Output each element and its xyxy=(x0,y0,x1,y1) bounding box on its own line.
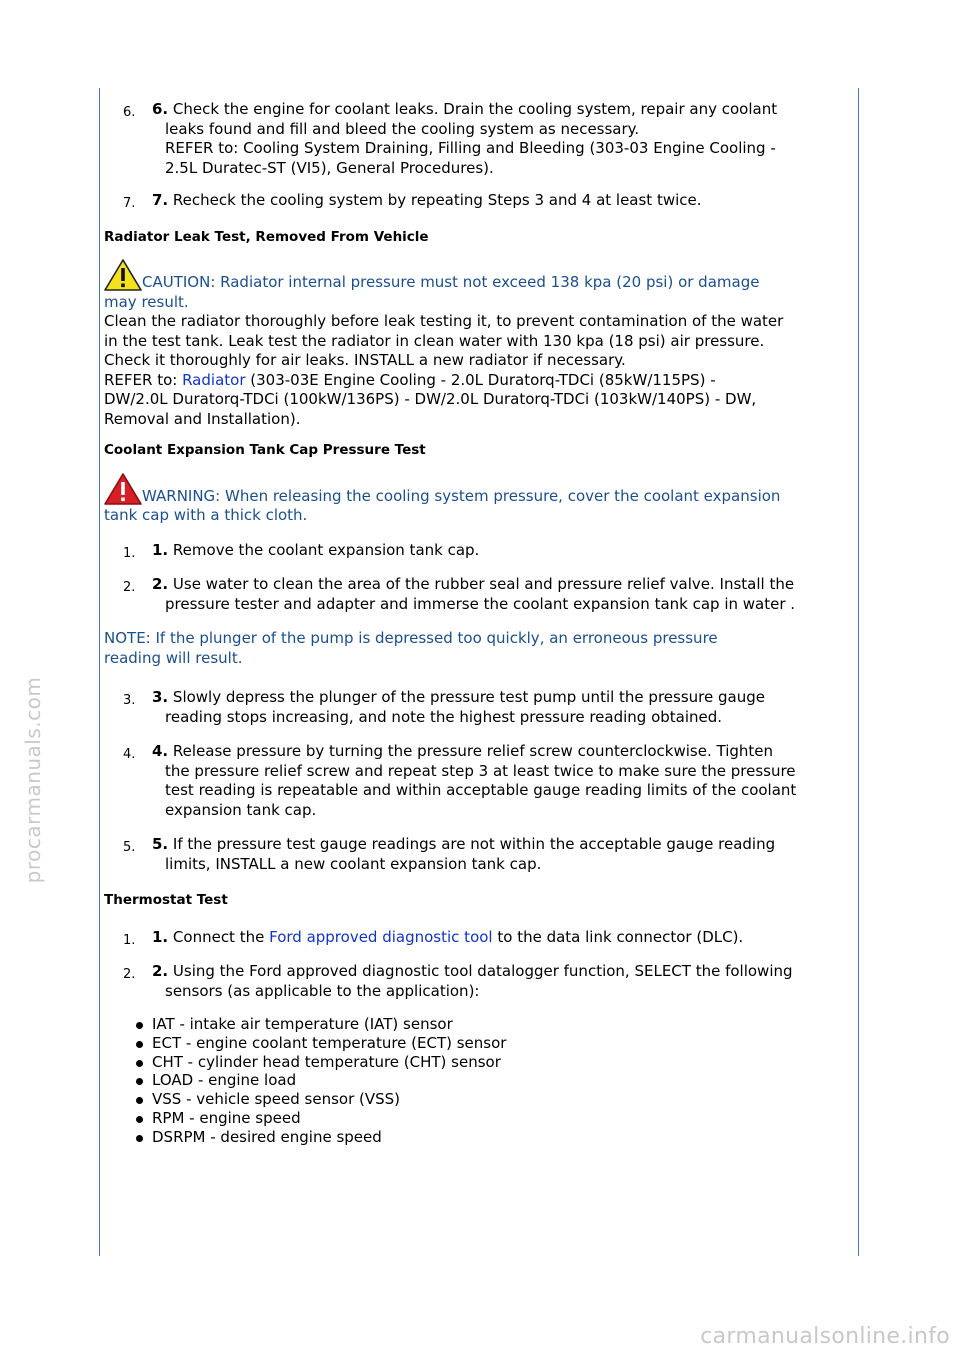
list-item: CHT - cylinder head temperature (CHT) sensor xyxy=(132,1053,854,1072)
cap-step-4: 4. 4. Release pressure by turning the pressure relief screw counterclockwise. Tighten the pressure relief screw and repeat step 3 at least twice to make sure the pressure test reading is repeatable and within acceptable gauge reading limits of the coolant expansion tank cap. xyxy=(123,742,797,819)
step-number: 2. xyxy=(123,580,136,595)
caution-icon xyxy=(104,259,142,291)
sensor-list xyxy=(104,1015,854,1147)
cap-step-1: 1. 1. Remove the coolant expansion tank cap. xyxy=(104,541,854,561)
cap-step-3: 3. 3. Slowly depress the plunger of the pressure test pump until the pressure gauge reading stops increasing, and note the highest pressure reading obtained. xyxy=(123,688,765,726)
bullet-icon xyxy=(136,1097,143,1104)
warning-icon xyxy=(104,473,142,505)
bullet-icon xyxy=(136,1022,143,1029)
step-7: 7. 7. Recheck the cooling system by repeating Steps 3 and 4 at least twice. xyxy=(104,191,854,211)
step-number: 2. xyxy=(123,967,136,982)
step-number: 6. xyxy=(123,105,136,120)
diagnostic-tool-link[interactable]: Ford approved diagnostic tool xyxy=(269,927,493,946)
footer-watermark: carmanualsonline.info xyxy=(700,1324,950,1349)
bullet-icon xyxy=(136,1041,143,1048)
thermostat-test-heading: Thermostat Test xyxy=(104,892,228,908)
caution-note: CAUTION: Radiator internal pressure must not exceed 138 kpa (20 psi) or damage may result. xyxy=(104,259,854,312)
step-number: 1. xyxy=(123,932,136,948)
bullet-icon xyxy=(136,1060,143,1067)
manual-content xyxy=(104,100,854,1147)
cap-pressure-test-heading: Coolant Expansion Tank Cap Pressure Test xyxy=(104,442,426,458)
list-item: IAT - intake air temperature (IAT) sensor xyxy=(132,1015,854,1034)
warning-note: WARNING: When releasing the cooling system pressure, cover the coolant expansion tank cap with a thick cloth. xyxy=(104,473,854,526)
bullet-icon xyxy=(136,1116,143,1123)
step-number: 3. xyxy=(123,693,136,708)
step-number: 7. xyxy=(123,196,136,211)
page-frame-left xyxy=(99,88,100,1256)
page-frame-right xyxy=(858,88,859,1256)
step-number: 5. xyxy=(123,840,136,855)
radiator-link[interactable]: Radiator xyxy=(182,370,246,389)
radiator-instructions: Clean the radiator thoroughly before leak testing it, to prevent contamination of the water in the test tank. Leak test the radiator in clean water with 130 kpa (18 psi) air pressure. Check it thoroughly for air leaks. INSTALL a new radiator if necessary. REFER to: Radiator (303-03E Engine Cooling - 2.0L Duratorq-TDCi (85kW/115PS) - DW/2.0L Duratorq-TDCi (100kW/136PS) - DW/2.0L Duratorq-TDCi (103kW/140PS) - DW, Removal and Installation). xyxy=(104,312,784,428)
side-watermark: procarmanuals.com xyxy=(21,676,45,884)
radiator-leak-test-heading: Radiator Leak Test, Removed From Vehicle xyxy=(104,228,429,245)
step-number: 4. xyxy=(123,747,136,762)
thermostat-step-2: 2. 2. Using the Ford approved diagnostic tool datalogger function, SELECT the following sensors (as applicable to the application): xyxy=(123,962,793,1000)
note-plunger: NOTE: If the plunger of the pump is depressed too quickly, an erroneous pressure reading will result. xyxy=(104,629,718,667)
cap-step-5: 5. 5. If the pressure test gauge readings are not within the acceptable gauge reading limits, INSTALL a new coolant expansion tank cap. xyxy=(123,835,776,873)
bullet-icon xyxy=(136,1135,143,1142)
step-number: 1. xyxy=(123,545,136,561)
list-item: VSS - vehicle speed sensor (VSS) xyxy=(132,1090,854,1109)
list-item: RPM - engine speed xyxy=(132,1109,854,1128)
list-item: DSRPM - desired engine speed xyxy=(132,1128,854,1147)
list-item: LOAD - engine load xyxy=(132,1071,854,1090)
thermostat-step-1: 1. 1. Connect the Ford approved diagnostic tool to the data link connector (DLC). xyxy=(104,928,854,948)
step-6: 6. 6. Check the engine for coolant leaks. Drain the cooling system, repair any coolant leaks found and fill and bleed the cooling system as necessary. REFER to: Cooling System Draining, Filling and Bleeding (303-03 Engine Cooling - 2.5L Duratec-ST (VI5), General Procedures). xyxy=(123,100,778,177)
bullet-icon xyxy=(136,1078,143,1085)
list-item: ECT - engine coolant temperature (ECT) sensor xyxy=(132,1034,854,1053)
cap-step-2: 2. 2. Use water to clean the area of the rubber seal and pressure relief valve. Install the pressure tester and adapter and immerse the coolant expansion tank cap in water . xyxy=(123,575,796,613)
